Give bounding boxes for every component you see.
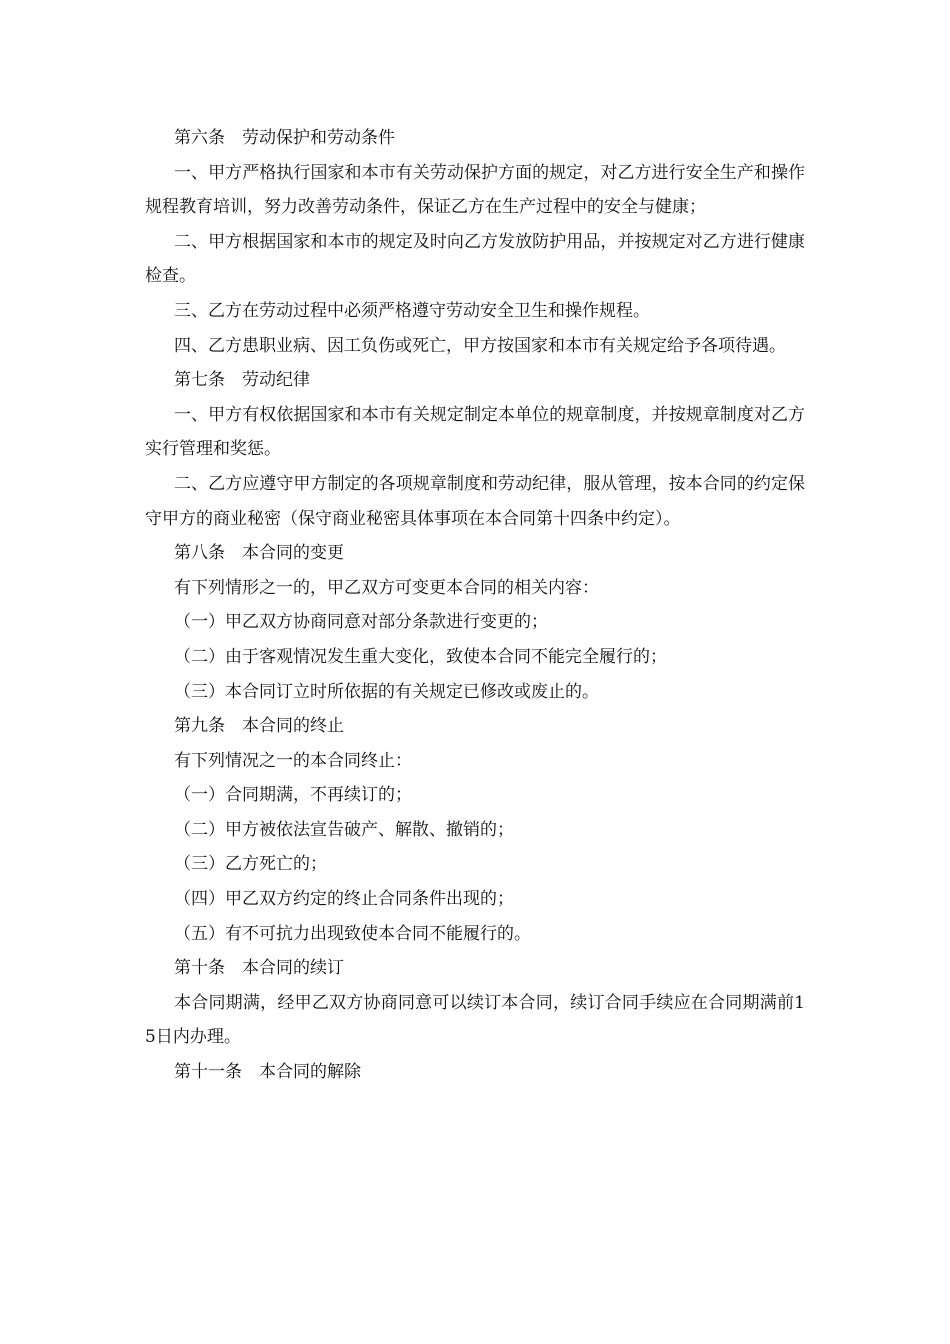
article-6-heading: 第六条 劳动保护和劳动条件 — [174, 128, 395, 148]
article-10-body: 本合同期满，经甲乙双方协商同意可以续订本合同，续订合同手续应在合同期满前15日内办理。 — [145, 992, 805, 1048]
article-6-clause-1: 一、甲方严格执行国家和本市有关劳动保护方面的规定，对乙方进行安全生产和操作规程教育培训，努力改善劳动条件，保证乙方在生产过程中的安全与健康； — [145, 162, 805, 218]
article-6-clause-4: 四、乙方患职业病、因工负伤或死亡，甲方按国家和本市有关规定给予各项待遇。 — [174, 335, 786, 356]
article-7-clause-1: 一、甲方有权依据国家和本市有关规定制定本单位的规章制度，并按规章制度对乙方实行管理和奖惩。 — [145, 404, 805, 460]
article-6-clause-2: 二、甲方根据国家和本市的规定及时向乙方发放防护用品，并按规定对乙方进行健康检查。 — [145, 231, 805, 287]
article-8-intro: 有下列情形之一的，甲乙双方可变更本合同的相关内容： — [174, 577, 599, 598]
article-9-item-2: （二）甲方被依法宣告破产、解散、撤销的； — [174, 819, 514, 840]
article-9-intro: 有下列情况之一的本合同终止： — [174, 750, 412, 771]
article-8-item-2: （二）由于客观情况发生重大变化，致使本合同不能完全履行的； — [174, 646, 667, 667]
article-9-item-1: （一）合同期满，不再续订的； — [174, 785, 412, 806]
article-7-heading: 第七条 劳动纪律 — [174, 370, 310, 391]
article-11-heading: 第十一条 本合同的解除 — [174, 1062, 361, 1083]
article-6-clause-3: 三、乙方在劳动过程中必须严格遵守劳动安全卫生和操作规程。 — [174, 300, 650, 321]
article-9-item-4: （四）甲乙双方约定的终止合同条件出现的； — [174, 889, 514, 910]
article-9-heading: 第九条 本合同的终止 — [174, 716, 344, 737]
article-7-clause-2: 二、乙方应遵守甲方制定的各项规章制度和劳动纪律，服从管理，按本合同的约定保守甲方的商业秘密（保守商业秘密具体事项在本合同第十四条中约定）。 — [145, 473, 805, 529]
article-10-heading: 第十条 本合同的续订 — [174, 958, 344, 979]
article-9-item-5: （五）有不可抗力出现致使本合同不能履行的。 — [174, 923, 531, 944]
document-body — [145, 121, 805, 1090]
article-9-item-3: （三）乙方死亡的； — [174, 854, 327, 875]
article-8-heading: 第八条 本合同的变更 — [174, 543, 344, 564]
article-8-item-1: （一）甲乙双方协商同意对部分条款进行变更的； — [174, 612, 548, 633]
article-8-item-3: （三）本合同订立时所依据的有关规定已修改或废止的。 — [174, 681, 599, 702]
